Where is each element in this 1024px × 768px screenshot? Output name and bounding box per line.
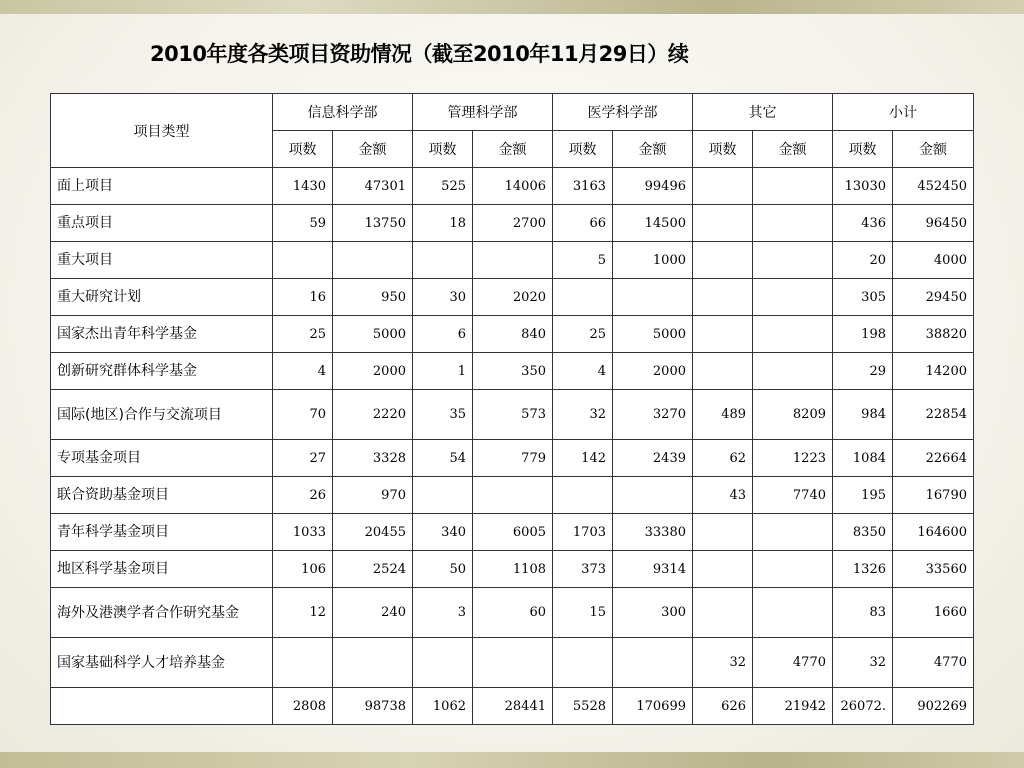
count-cell: 83 [833, 588, 893, 638]
count-cell: 436 [833, 205, 893, 242]
count-cell: 1326 [833, 551, 893, 588]
page-title: 2010年度各类项目资助情况（截至2010年11月29日）续 [150, 42, 689, 66]
amount-cell [753, 353, 833, 390]
count-cell: 25 [553, 316, 613, 353]
count-cell: 1430 [273, 168, 333, 205]
total-row [51, 688, 974, 725]
amount-cell: 3270 [613, 390, 693, 440]
count-cell: 6 [413, 316, 473, 353]
amount-cell: 240 [333, 588, 413, 638]
count-cell: 198 [833, 316, 893, 353]
amount-cell: 96450 [893, 205, 974, 242]
amount-cell: 164600 [893, 514, 974, 551]
amount-cell: 16790 [893, 477, 974, 514]
count-cell: 26 [273, 477, 333, 514]
top-decorative-band [0, 0, 1024, 14]
amount-cell: 33560 [893, 551, 974, 588]
count-cell: 5528 [553, 688, 613, 725]
amount-cell: 950 [333, 279, 413, 316]
project-type-cell: 重大研究计划 [51, 279, 273, 316]
project-type-cell [51, 688, 273, 725]
sub-header-amount: 金额 [613, 131, 693, 168]
group-header: 小计 [833, 94, 974, 131]
amount-cell [753, 242, 833, 279]
group-header: 信息科学部 [273, 94, 413, 131]
count-cell: 54 [413, 440, 473, 477]
amount-cell: 573 [473, 390, 553, 440]
count-cell: 525 [413, 168, 473, 205]
project-type-cell: 重点项目 [51, 205, 273, 242]
count-cell: 27 [273, 440, 333, 477]
count-cell: 373 [553, 551, 613, 588]
count-cell: 26072. [833, 688, 893, 725]
count-cell: 1033 [273, 514, 333, 551]
amount-cell [473, 477, 553, 514]
project-type-cell: 联合资助基金项目 [51, 477, 273, 514]
count-cell: 12 [273, 588, 333, 638]
count-cell [413, 638, 473, 688]
group-header: 其它 [693, 94, 833, 131]
amount-cell: 7740 [753, 477, 833, 514]
count-cell: 59 [273, 205, 333, 242]
amount-cell: 902269 [893, 688, 974, 725]
amount-cell: 28441 [473, 688, 553, 725]
count-cell: 305 [833, 279, 893, 316]
amount-cell: 970 [333, 477, 413, 514]
count-cell: 62 [693, 440, 753, 477]
table-body [51, 168, 974, 725]
count-cell [693, 279, 753, 316]
sub-header-count: 项数 [833, 131, 893, 168]
amount-cell: 8209 [753, 390, 833, 440]
group-header: 管理科学部 [413, 94, 553, 131]
amount-cell: 1108 [473, 551, 553, 588]
table-row [51, 279, 974, 316]
count-cell [693, 551, 753, 588]
count-cell [553, 279, 613, 316]
amount-cell: 350 [473, 353, 553, 390]
amount-cell: 4770 [753, 638, 833, 688]
count-cell [273, 638, 333, 688]
project-type-cell: 面上项目 [51, 168, 273, 205]
amount-cell [333, 242, 413, 279]
amount-cell: 47301 [333, 168, 413, 205]
amount-cell: 4000 [893, 242, 974, 279]
amount-cell [613, 638, 693, 688]
amount-cell: 60 [473, 588, 553, 638]
sub-header-count: 项数 [553, 131, 613, 168]
count-cell [693, 588, 753, 638]
amount-cell [753, 316, 833, 353]
count-cell: 195 [833, 477, 893, 514]
count-cell [553, 477, 613, 514]
amount-cell: 98738 [333, 688, 413, 725]
count-cell: 70 [273, 390, 333, 440]
amount-cell: 22854 [893, 390, 974, 440]
count-cell: 8350 [833, 514, 893, 551]
count-cell [273, 242, 333, 279]
count-cell: 32 [693, 638, 753, 688]
project-type-cell: 国际(地区)合作与交流项目 [51, 390, 273, 440]
project-type-cell: 青年科学基金项目 [51, 514, 273, 551]
sub-header-amount: 金额 [333, 131, 413, 168]
table-row [51, 316, 974, 353]
table-row [51, 205, 974, 242]
count-cell: 32 [553, 390, 613, 440]
amount-cell: 2220 [333, 390, 413, 440]
amount-cell: 1223 [753, 440, 833, 477]
count-cell: 1084 [833, 440, 893, 477]
count-cell: 66 [553, 205, 613, 242]
sub-header-count: 项数 [413, 131, 473, 168]
amount-cell [613, 279, 693, 316]
amount-cell [613, 477, 693, 514]
amount-cell: 452450 [893, 168, 974, 205]
amount-cell [473, 242, 553, 279]
amount-cell: 14500 [613, 205, 693, 242]
amount-cell: 2700 [473, 205, 553, 242]
table-row [51, 390, 974, 440]
amount-cell: 5000 [613, 316, 693, 353]
count-cell [693, 353, 753, 390]
count-cell: 4 [553, 353, 613, 390]
amount-cell: 1000 [613, 242, 693, 279]
count-cell: 3163 [553, 168, 613, 205]
count-cell: 3 [413, 588, 473, 638]
amount-cell: 22664 [893, 440, 974, 477]
count-cell: 35 [413, 390, 473, 440]
count-cell: 1703 [553, 514, 613, 551]
count-cell: 25 [273, 316, 333, 353]
amount-cell: 21942 [753, 688, 833, 725]
amount-cell: 1660 [893, 588, 974, 638]
project-type-cell: 国家杰出青年科学基金 [51, 316, 273, 353]
count-cell [693, 514, 753, 551]
count-cell [553, 638, 613, 688]
amount-cell [473, 638, 553, 688]
count-cell: 626 [693, 688, 753, 725]
count-cell: 1 [413, 353, 473, 390]
group-header: 医学科学部 [553, 94, 693, 131]
table-row [51, 551, 974, 588]
count-cell [693, 205, 753, 242]
amount-cell: 9314 [613, 551, 693, 588]
amount-cell: 2000 [333, 353, 413, 390]
amount-cell: 2020 [473, 279, 553, 316]
amount-cell: 300 [613, 588, 693, 638]
amount-cell [753, 279, 833, 316]
amount-cell: 29450 [893, 279, 974, 316]
table-row [51, 242, 974, 279]
count-cell: 2808 [273, 688, 333, 725]
amount-cell: 99496 [613, 168, 693, 205]
amount-cell [753, 551, 833, 588]
table-row [51, 477, 974, 514]
count-cell: 5 [553, 242, 613, 279]
amount-cell: 14200 [893, 353, 974, 390]
count-cell: 50 [413, 551, 473, 588]
amount-cell: 2000 [613, 353, 693, 390]
funding-table [50, 93, 974, 725]
count-cell: 340 [413, 514, 473, 551]
table-row [51, 638, 974, 688]
amount-cell [753, 514, 833, 551]
amount-cell: 779 [473, 440, 553, 477]
amount-cell: 840 [473, 316, 553, 353]
amount-cell: 13750 [333, 205, 413, 242]
amount-cell: 3328 [333, 440, 413, 477]
count-cell: 32 [833, 638, 893, 688]
count-cell [693, 316, 753, 353]
count-cell: 16 [273, 279, 333, 316]
sub-header-amount: 金额 [473, 131, 553, 168]
amount-cell [753, 168, 833, 205]
amount-cell: 14006 [473, 168, 553, 205]
amount-cell: 2524 [333, 551, 413, 588]
project-type-cell: 创新研究群体科学基金 [51, 353, 273, 390]
count-cell: 142 [553, 440, 613, 477]
table-row [51, 440, 974, 477]
sub-header-amount: 金额 [893, 131, 974, 168]
count-cell: 4 [273, 353, 333, 390]
count-cell: 489 [693, 390, 753, 440]
bottom-decorative-band [0, 752, 1024, 768]
table-row [51, 353, 974, 390]
count-cell: 106 [273, 551, 333, 588]
amount-cell: 33380 [613, 514, 693, 551]
count-cell: 15 [553, 588, 613, 638]
count-cell: 20 [833, 242, 893, 279]
count-cell [693, 242, 753, 279]
header-row-groups [51, 94, 974, 131]
project-type-cell: 地区科学基金项目 [51, 551, 273, 588]
count-cell: 1062 [413, 688, 473, 725]
count-cell: 30 [413, 279, 473, 316]
sub-header-count: 项数 [693, 131, 753, 168]
project-type-cell: 海外及港澳学者合作研究基金 [51, 588, 273, 638]
count-cell: 18 [413, 205, 473, 242]
amount-cell: 38820 [893, 316, 974, 353]
amount-cell: 20455 [333, 514, 413, 551]
amount-cell [753, 588, 833, 638]
table-row [51, 168, 974, 205]
count-cell: 29 [833, 353, 893, 390]
count-cell: 984 [833, 390, 893, 440]
amount-cell: 2439 [613, 440, 693, 477]
count-cell: 13030 [833, 168, 893, 205]
sub-header-amount: 金额 [753, 131, 833, 168]
table-row [51, 588, 974, 638]
project-type-cell: 专项基金项目 [51, 440, 273, 477]
row-header-cell: 项目类型 [51, 94, 273, 168]
count-cell [693, 168, 753, 205]
amount-cell: 4770 [893, 638, 974, 688]
project-type-cell: 国家基础科学人才培养基金 [51, 638, 273, 688]
count-cell [413, 477, 473, 514]
amount-cell: 6005 [473, 514, 553, 551]
amount-cell [753, 205, 833, 242]
amount-cell [333, 638, 413, 688]
table-row [51, 514, 974, 551]
count-cell: 43 [693, 477, 753, 514]
amount-cell: 170699 [613, 688, 693, 725]
project-type-cell: 重大项目 [51, 242, 273, 279]
amount-cell: 5000 [333, 316, 413, 353]
count-cell [413, 242, 473, 279]
sub-header-count: 项数 [273, 131, 333, 168]
